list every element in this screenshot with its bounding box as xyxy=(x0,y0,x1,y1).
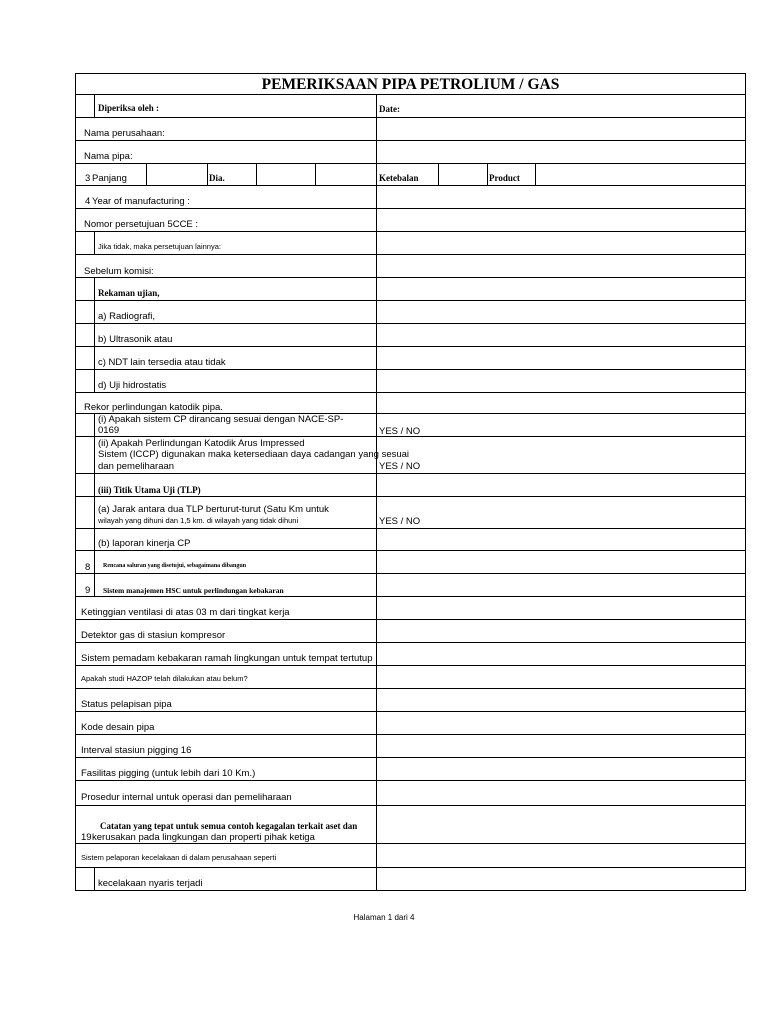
iccp-line-1: (ii) Apakah Perlindungan Katodik Arus Impressed xyxy=(98,438,305,449)
row-rekaman xyxy=(76,278,745,301)
laporan-label: (b) laporan kinerja CP xyxy=(98,538,191,549)
pelaporan-label: Sistem pelaporan kecelakaan di dalam perusahaan seperti xyxy=(81,853,277,862)
interval-label: Interval stasiun pigging 16 xyxy=(81,745,192,756)
iccp-line-2: Sistem (ICCP) digunakan maka ketersediaan daya cadangan yang sesuai xyxy=(98,449,410,460)
row-nomor xyxy=(76,209,745,232)
row-fasilitas xyxy=(76,758,745,781)
inspection-form xyxy=(75,73,746,891)
diperiksa-label: Diperiksa oleh : xyxy=(98,103,160,113)
row-interval xyxy=(76,735,745,758)
row-hazop xyxy=(76,666,745,689)
radiografi-label: a) Radiografi, xyxy=(98,311,156,322)
nama-pipa-label: Nama pipa: xyxy=(84,151,133,162)
row-diperiksa xyxy=(76,95,745,118)
dia-label: Dia. xyxy=(209,173,225,183)
form-title: PEMERIKSAAN PIPA PETROLIUM / GAS xyxy=(76,74,745,95)
catatan-line-1: Catatan yang tepat untuk semua contoh kegagalan terkait aset dan xyxy=(100,821,358,831)
nama-perusahaan-label: Nama perusahaan: xyxy=(84,128,165,139)
yes-no-answer: YES / NO xyxy=(379,426,421,437)
nyaris-label: kecelakaan nyaris terjadi xyxy=(98,878,203,889)
row-status xyxy=(76,689,745,712)
sebelum-label: Sebelum komisi: xyxy=(84,266,154,277)
rekor-label: Rekor perlindungan katodik pipa. xyxy=(84,402,223,413)
titik-label: (iii) Titik Utama Uji (TLP) xyxy=(98,485,201,495)
row-radiografi xyxy=(76,301,745,324)
iccp-line-3: dan pemeliharaan xyxy=(98,461,175,472)
panjang-label: Panjang xyxy=(92,173,127,184)
row-iccp xyxy=(76,437,745,474)
row-number: 4 xyxy=(85,196,91,207)
row-sebelum xyxy=(76,255,745,278)
ketebalan-label: Ketebalan xyxy=(379,173,419,183)
row-kode xyxy=(76,712,745,735)
ketinggian-label: Ketinggian ventilasi di atas 03 m dari tingkat kerja xyxy=(81,607,290,618)
page-number: Halaman 1 dari 4 xyxy=(353,913,415,922)
rencana-label: Rencana saluran yang disetujui, sebagaimana dibangun xyxy=(103,563,247,569)
row-nama-perusahaan xyxy=(76,118,745,141)
hidrostatis-label: d) Uji hidrostatis xyxy=(98,380,167,391)
hazop-label: Apakah studi HAZOP telah dilakukan atau belum? xyxy=(81,674,248,683)
row-number: 19 xyxy=(81,832,92,843)
row-rekor xyxy=(76,393,745,414)
row-prosedur xyxy=(76,781,745,806)
row-titik xyxy=(76,474,745,497)
row-pelaporan xyxy=(76,844,745,868)
fasilitas-label: Fasilitas pigging (untuk lebih dari 10 Km.) xyxy=(81,768,256,779)
row-ultrasonik xyxy=(76,324,745,347)
row-year xyxy=(76,186,745,209)
row-number: 3 xyxy=(85,173,91,184)
kode-label: Kode desain pipa xyxy=(81,722,155,733)
row-apakah-cp xyxy=(76,414,745,437)
row-number: 9 xyxy=(85,585,91,596)
row-panjang xyxy=(76,164,745,186)
row-rencana xyxy=(76,551,745,574)
row-pemadam xyxy=(76,643,745,666)
year-label: Year of manufacturing : xyxy=(92,196,190,207)
row-laporan xyxy=(76,529,745,551)
pemadam-label: Sistem pemadam kebakaran ramah lingkungan untuk tempat tertutup xyxy=(81,653,373,664)
jarak-line-2: wilayah yang dihuni dan 1,5 km. di wilayah yang tidak dihuni xyxy=(98,516,299,525)
date-label: Date: xyxy=(379,104,400,114)
apakah-cp-label: (i) Apakah sistem CP dirancang sesuai dengan NACE-SP-0169 xyxy=(98,414,344,436)
status-label: Status pelapisan pipa xyxy=(81,699,172,710)
row-detektor xyxy=(76,620,745,643)
sistem-hsc-label: Sistem manajemen HSC untuk perlindungan kebakaran xyxy=(103,586,284,595)
row-nama-pipa xyxy=(76,141,745,164)
rekaman-label: Rekaman ujian, xyxy=(98,288,160,298)
product-label: Product xyxy=(489,173,520,183)
row-ndt xyxy=(76,347,745,370)
row-jarak xyxy=(76,497,745,529)
row-sistem-hsc xyxy=(76,574,745,597)
yes-no-answer: YES / NO xyxy=(379,516,421,527)
row-nyaris xyxy=(76,868,745,890)
nomor-label: Nomor persetujuan 5CCE : xyxy=(84,219,199,230)
detektor-label: Detektor gas di stasiun kompresor xyxy=(81,630,226,641)
yes-no-answer: YES / NO xyxy=(379,461,421,472)
row-ketinggian xyxy=(76,597,745,620)
row-number: 8 xyxy=(85,562,91,573)
jarak-line-1: (a) Jarak antara dua TLP berturut-turut (Satu Km untuk xyxy=(98,504,329,515)
catatan-line-2: kerusakan pada lingkungan dan properti pihak ketiga xyxy=(92,832,315,843)
jika-label: Jika tidak, maka persetujuan lainnya: xyxy=(98,242,221,251)
ndt-label: c) NDT lain tersedia atau tidak xyxy=(98,357,226,368)
row-catatan xyxy=(76,806,745,844)
prosedur-label: Prosedur internal untuk operasi dan pemeliharaan xyxy=(81,792,292,803)
ultrasonik-label: b) Ultrasonik atau xyxy=(98,334,173,345)
row-jika xyxy=(76,232,745,255)
row-hidrostatis xyxy=(76,370,745,393)
